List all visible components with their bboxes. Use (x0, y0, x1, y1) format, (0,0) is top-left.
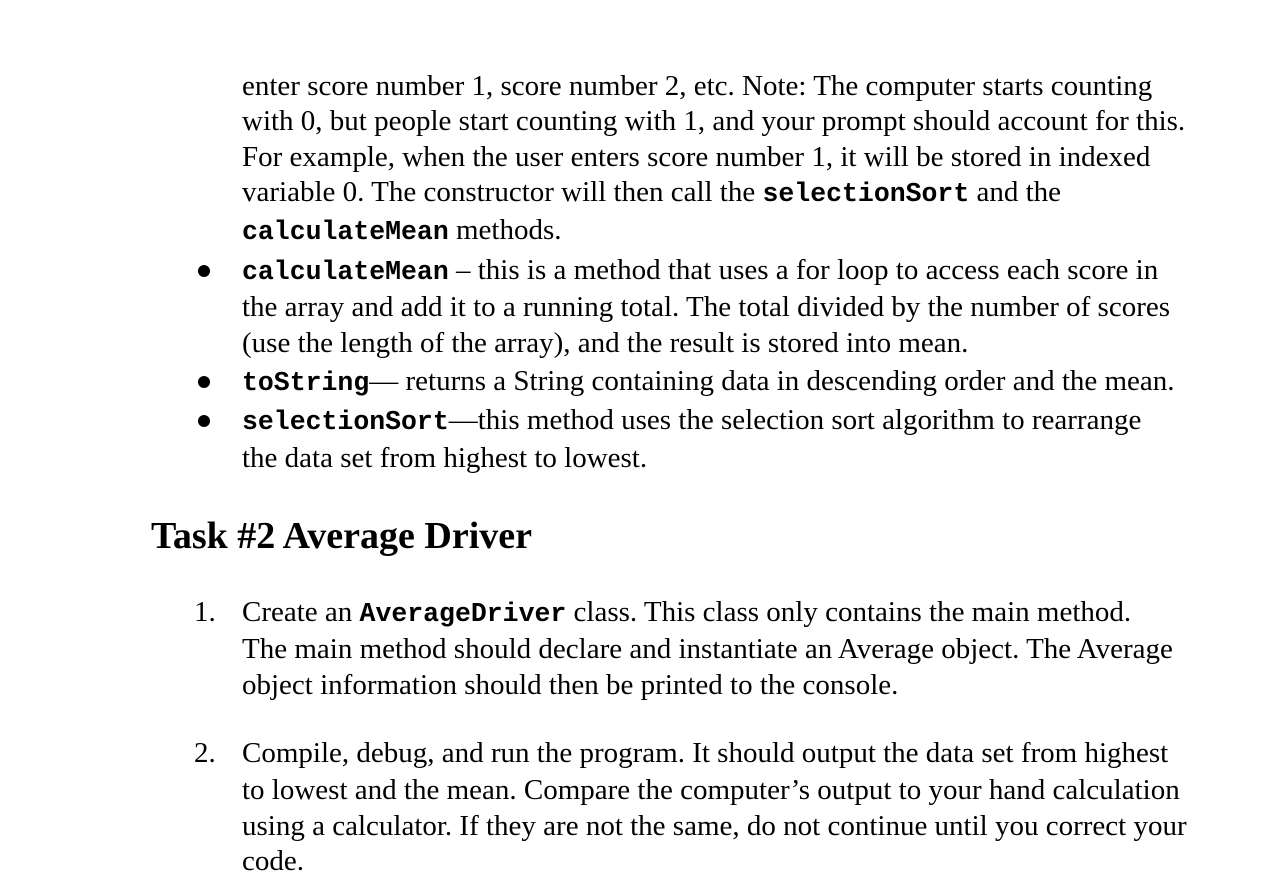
intro-line-4-tail: and the (969, 176, 1062, 208)
bullet-1-line-3: (use the length of the array), and the result is stored into mean. (242, 327, 969, 359)
bullet-dot (198, 415, 210, 427)
step-2-line-2: to lowest and the mean. Compare the computer’s output to your hand calculation (242, 774, 1180, 806)
step-2-line-1: Compile, debug, and run the program. It should output the data set from highest (242, 737, 1169, 769)
step-1-number: 1. (194, 596, 216, 628)
bullet-dot (198, 376, 210, 388)
step-2-line-3: using a calculator. If they are not the same, do not continue until you correct your (242, 810, 1187, 842)
bullet-2-text: — returns a String containing data in descending order and the mean. (369, 365, 1175, 397)
bullet-2-method-name: toString (242, 368, 370, 398)
method-name-calculateMean: calculateMean (242, 217, 449, 247)
step-1-line-2: The main method should declare and instantiate an Average object. The Average (242, 633, 1173, 665)
intro-line-5 (242, 212, 562, 250)
method-name-selectionSort: selectionSort (762, 179, 970, 209)
step-1-tail: class. This class only contains the main method. (566, 596, 1132, 628)
intro-line-3: For example, when the user enters score number 1, it will be stored in indexed (242, 141, 1151, 173)
intro-line-5-tail: methods. (448, 214, 562, 246)
intro-line-1: enter score number 1, score number 2, etc. Note: The computer starts counting (242, 70, 1153, 102)
bullet-2-line-1 (242, 363, 1175, 401)
bullet-3-line-2: the data set from highest to lowest. (242, 442, 648, 474)
step-2-line-4: code. (242, 845, 304, 877)
intro-line-2: with 0, but people start counting with 1, and your prompt should account for this. (242, 105, 1186, 137)
step-2-number: 2. (194, 737, 216, 769)
bullet-1-method-name: calculateMean (242, 257, 449, 287)
step-1-line-1 (242, 594, 1131, 632)
step-1-text: Create an (242, 596, 360, 628)
class-name-AverageDriver: AverageDriver (359, 599, 567, 629)
bullet-1-text: – this is a method that uses a for loop to access each score in (448, 254, 1159, 286)
bullet-3-text: —this method uses the selection sort algorithm to rearrange (448, 404, 1142, 436)
intro-line-4 (242, 174, 1061, 212)
bullet-1-line-2: the array and add it to a running total. The total divided by the number of scores (242, 291, 1171, 323)
intro-line-4-text: variable 0. The constructor will then call the (242, 176, 763, 208)
step-1-line-3: object information should then be printed to the console. (242, 669, 899, 701)
bullet-3-method-name: selectionSort (242, 407, 449, 437)
section-heading: Task #2 Average Driver (151, 515, 533, 557)
bullet-3-line-1 (242, 402, 1141, 440)
bullet-1-line-1 (242, 252, 1158, 290)
bullet-dot (198, 265, 210, 277)
